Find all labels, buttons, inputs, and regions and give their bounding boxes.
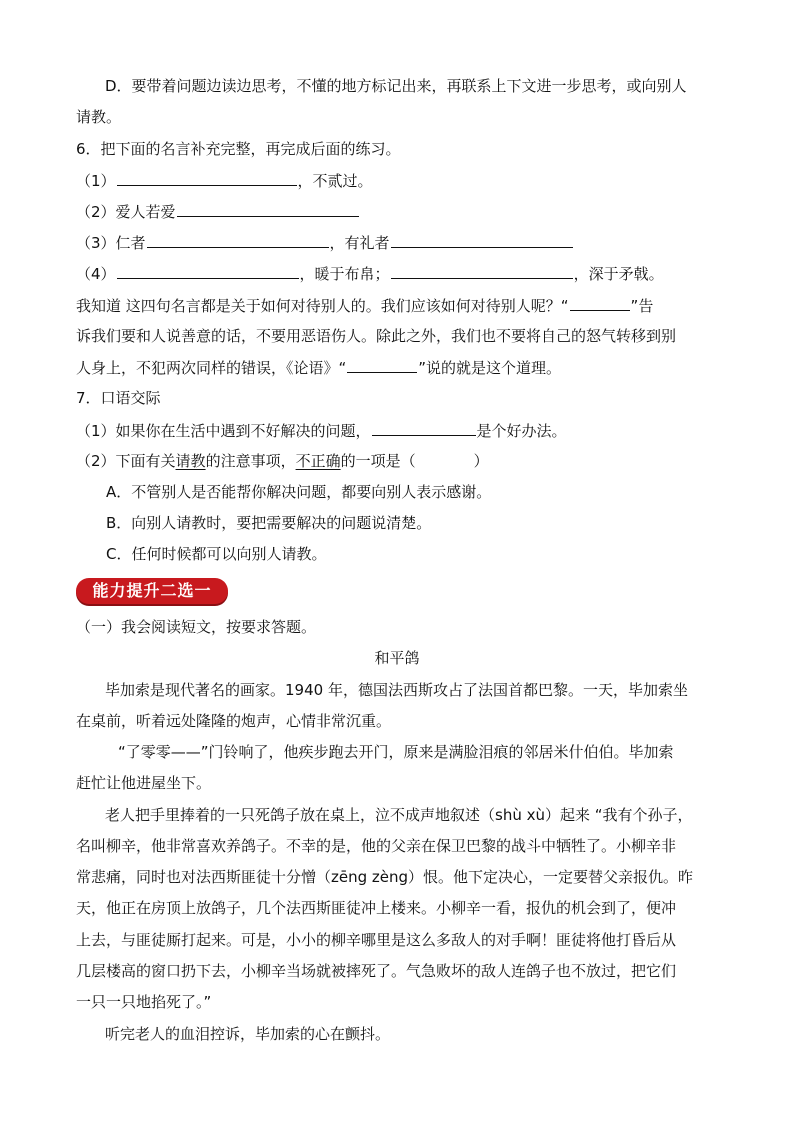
q7-item2-text: 的一项是（ <box>340 452 416 470</box>
q6-item1-after: ，不贰过。 <box>297 172 373 190</box>
q6-para-line2: 诉我们要和人说善意的话，不要用恶语伤人。除此之外，我们也不要将自己的怒气转移到别 <box>76 327 677 345</box>
q7-item2-text: （2）下面有关 <box>76 452 176 470</box>
fill-blank[interactable] <box>147 232 329 248</box>
fill-blank[interactable] <box>391 263 573 279</box>
story-p3-l7: 一只一只地掐死了。” <box>76 993 212 1011</box>
fill-blank[interactable] <box>391 232 573 248</box>
q7-item2-text: ） <box>473 452 489 470</box>
story-p3-l6: 几层楼高的窗口扔下去，小柳辛当场就被摔死了。气急败坏的敌人连鸽子也不放过，把它们 <box>76 962 677 980</box>
q6-item1 <box>76 170 373 191</box>
story-p3-l2: 名叫柳辛，他非常喜欢养鸽子。不幸的是，他的父亲在保卫巴黎的战斗中牺牲了。小柳辛非 <box>76 837 677 855</box>
story-p2-l1: “了零零——”门铃响了，他疾步跑去开门，原来是满脸泪痕的邻居米什伯伯。毕加索 <box>118 743 674 761</box>
q6-item2-text: （2）爱人若爱 <box>76 203 176 221</box>
fill-blank[interactable] <box>570 295 630 311</box>
q5-option-d-line2: 请教。 <box>76 108 122 126</box>
q7-option-c: C．任何时候都可以向别人请教。 <box>106 545 327 563</box>
underlined-word: 请教 <box>175 452 206 470</box>
story-p2-l2: 赶忙让他进屋坐下。 <box>76 774 212 792</box>
fill-blank[interactable] <box>372 420 476 436</box>
story-p3-l3: 常悲痛，同时也对法西斯匪徒十分憎（zēng zèng）恨。他下定决心，一定要替父亲报仇。昨 <box>76 868 694 886</box>
q7-item1-text: （1）如果你在生活中遇到不好解决的问题， <box>76 422 371 440</box>
underlined-word: 不正确 <box>295 452 341 470</box>
q6-item3-b: ，有礼者 <box>329 234 390 252</box>
q6-item1-num: （1） <box>76 172 116 190</box>
q6-heading: 6．把下面的名言补充完整，再完成后面的练习。 <box>76 140 401 158</box>
q6-para-text: 人身上，不犯两次同样的错误，《论语》“ <box>76 359 347 377</box>
story-p1-l1: 毕加索是现代著名的画家。1940 年，德国法西斯攻占了法国首都巴黎。一天，毕加索坐 <box>105 681 688 699</box>
fill-blank[interactable] <box>347 357 417 373</box>
q6-item3 <box>76 232 574 253</box>
q6-item2 <box>76 201 360 222</box>
q6-para-text: ”说的就是这个道理。 <box>418 359 562 377</box>
q5-option-d-line1: D．要带着问题边读边思考，不懂的地方标记出来，再联系上下文进一步思考，或向别人 <box>105 77 687 95</box>
q6-para-text: 我知道 这四句名言都是关于如何对待别人的。我们应该如何对待别人呢？“ <box>76 297 569 315</box>
story-p4-l1: 听完老人的血泪控诉，毕加索的心在颤抖。 <box>105 1025 391 1043</box>
fill-blank[interactable] <box>117 263 299 279</box>
q6-para-line1 <box>76 295 653 316</box>
q7-item2 <box>76 451 489 471</box>
q6-item4-num: （4） <box>76 265 116 283</box>
q6-item4-end: ，深于矛戟。 <box>573 265 664 283</box>
q7-item1-text: 是个好办法。 <box>476 422 567 440</box>
story-p3-l5: 上去，与匪徒厮打起来。可是，小小的柳辛哪里是这么多敌人的对手啊！匪徒将他打昏后从 <box>76 931 677 949</box>
q6-para-line3 <box>76 357 561 378</box>
q7-option-b: B．向别人请教时，要把需要解决的问题说清楚。 <box>106 514 432 532</box>
fill-blank[interactable] <box>177 201 359 217</box>
section-banner <box>76 578 228 604</box>
q6-item3-a: （3）仁者 <box>76 234 146 252</box>
q7-item1 <box>76 420 567 441</box>
q6-item4-mid: ，暖于布帛； <box>299 265 390 283</box>
story-p3-l4: 天，他正在房顶上放鸽子，几个法西斯匪徒冲上楼来。小柳辛一看，报仇的机会到了，便冲 <box>76 899 677 917</box>
fill-blank[interactable] <box>117 170 297 186</box>
q7-heading: 7．口语交际 <box>76 389 161 407</box>
story-p3-l1: 老人把手里捧着的一只死鸽子放在桌上，泣不成声地叙述（shù xù）起来 “我有个孙子， <box>105 806 693 824</box>
q7-option-a: A．不管别人是否能帮你解决问题，都要向别人表示感谢。 <box>106 483 492 501</box>
q7-item2-text: 的注意事项， <box>205 452 296 470</box>
q6-para-text: ”告 <box>630 297 654 315</box>
story-title: 和平鸽 <box>374 649 420 667</box>
part-heading: （一）我会阅读短文，按要求答题。 <box>76 618 317 636</box>
section-banner-label: 能力提升二选一 <box>92 581 212 600</box>
story-p1-l2: 在桌前，听着远处隆隆的炮声，心情非常沉重。 <box>76 712 392 730</box>
q6-item4 <box>76 263 664 284</box>
